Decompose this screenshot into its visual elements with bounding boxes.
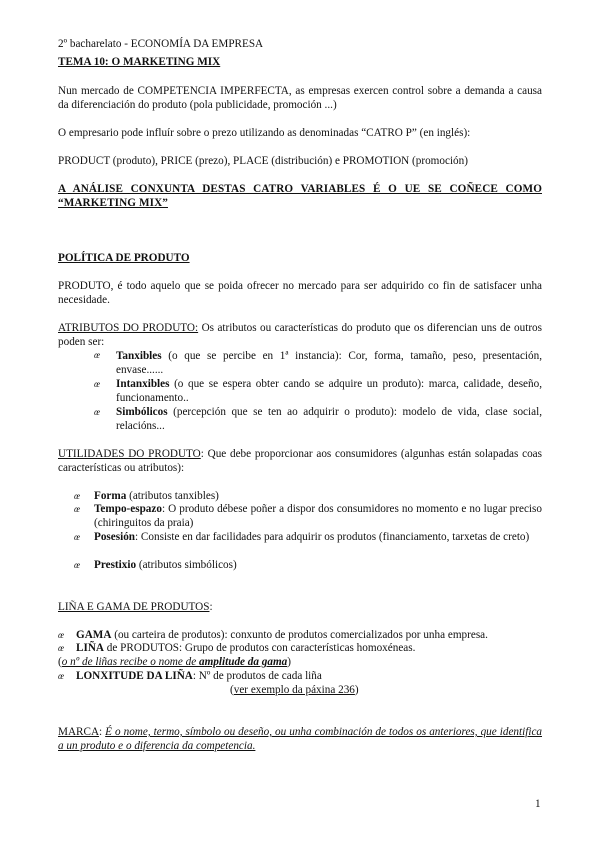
utilidades-paragraph <box>58 448 542 475</box>
marca-colon: : <box>99 726 106 738</box>
example-reference <box>230 684 359 697</box>
note-open-paren: ( <box>58 656 62 668</box>
marca-definition: É o nome, termo, símbolo ou deseño, ou unha combinación de todos os anteriores, que identifica a un produto e o diferencia da competencia. <box>58 726 543 752</box>
linha-item <box>58 642 415 655</box>
atributos-paragraph <box>58 322 542 349</box>
example-link-text: ver exemplo da páxina 236 <box>233 684 355 696</box>
list-item-tanxibles <box>116 350 542 377</box>
heading-colon: : <box>209 601 213 613</box>
atributos-heading: ATRIBUTOS DO PRODUTO: <box>58 322 199 334</box>
linha-gama-heading: LIÑA E GAMA DE PRODUTOS <box>58 601 210 613</box>
bullet-icon: œ <box>94 350 101 360</box>
note-bold: amplitude da gama <box>199 656 288 668</box>
marketing-mix-statement: A ANÁLISE CONXUNTA DESTAS CATRO VARIABLES É O UE SE COÑECE COMO “MARKETING MIX” <box>58 183 542 209</box>
lonxitude-item <box>58 670 322 683</box>
utilidades-text: : Que debe proporcionar aos consumidores (algunhas están solapadas coas características ou atributos): <box>58 448 542 474</box>
item-term: Tanxibles <box>116 350 162 362</box>
page-number: 1 <box>535 798 541 810</box>
list-item-prestixio <box>94 559 542 573</box>
item-term: Intanxibles <box>116 378 170 390</box>
item-desc: : O produto débese poñer a dispor dos consumidores no momento e no lugar preciso (chiringuitos da praia) <box>94 503 542 529</box>
intro-paragraph: Nun mercado de COMPETENCIA IMPERFECTA, as empresas exercen control sobre a demanda a causa da diferenciación do produto (pola publicidade, promoción ...) <box>58 85 542 111</box>
four-p-paragraph: PRODUCT (produto), PRICE (prezo), PLACE (distribución) e PROMOTION (promoción) <box>58 155 468 167</box>
list-item-simbolicos <box>116 406 542 433</box>
page-header: 2º bacharelato - ECONOMÍA DA EMPRESA <box>58 38 264 50</box>
linha-term: LIÑA <box>76 642 104 654</box>
utilidades-heading: UTILIDADES DO PRODUTO <box>58 448 201 460</box>
bullet-icon: œ <box>94 407 101 417</box>
bullet-row <box>74 531 92 543</box>
item-term: Tempo-espazo <box>94 503 162 515</box>
bullet-row <box>94 378 112 390</box>
bullet-row <box>74 559 92 571</box>
list-item-tempo-espazo <box>94 503 542 530</box>
gama-item <box>58 629 488 642</box>
influir-paragraph: O empresario pode influír sobre o prezo utilizando as denominadas “CATRO P” (en inglés): <box>58 127 471 139</box>
bullet-row <box>94 406 112 418</box>
item-term: Simbólicos <box>116 406 168 418</box>
bullet-icon: œ <box>94 379 101 389</box>
amplitude-note <box>58 656 291 669</box>
note-close-paren: ) <box>287 656 292 668</box>
bullet-icon: œ <box>74 532 81 542</box>
bullet-icon: œ <box>74 560 81 570</box>
item-desc: (atributos simbólicos) <box>136 559 237 571</box>
lonxitude-desc: : Nº de produtos de cada liña <box>192 670 322 682</box>
bullet-icon: œ <box>58 671 65 681</box>
list-item-posesion <box>94 531 542 545</box>
item-desc: (o que se percibe en 1ª instancia): Cor, forma, tamaño, peso, presentación, envase...... <box>116 350 542 376</box>
linha-gama-heading-row <box>58 601 213 614</box>
linha-desc: de PRODUTOS: Grupo de produtos con características homoxéneas. <box>103 642 416 654</box>
lonxitude-term: LONXITUDE DA LIÑA <box>76 670 193 682</box>
bullet-icon: œ <box>58 643 65 653</box>
produto-definition: PRODUTO, é todo aquelo que se poida ofrecer no mercado para ser adquirido co fin de satisfacer unha necesidade. <box>58 280 542 306</box>
bullet-icon: œ <box>74 491 81 501</box>
note-text: o nº de liñas recibe o nome de <box>61 656 200 668</box>
bullet-row <box>74 490 92 502</box>
list-item-forma <box>94 490 542 504</box>
gama-desc: (ou carteira de produtos): conxunto de produtos comercializados por unha empresa. <box>111 629 488 641</box>
bullet-icon: œ <box>58 630 65 640</box>
list-item-intanxibles <box>116 378 542 405</box>
section-title-politica: POLÍTICA DE PRODUTO <box>58 252 190 264</box>
item-desc: (atributos tanxibles) <box>126 490 219 502</box>
item-desc: : Consiste en dar facilidades para adquirir os produtos (financiamento, tarxetas de creto) <box>135 531 530 543</box>
example-close-paren: ) <box>354 684 359 696</box>
bullet-icon: œ <box>74 504 81 514</box>
item-term: Prestixio <box>94 559 137 571</box>
marca-paragraph <box>58 726 542 753</box>
marca-heading: MARCA <box>58 726 100 738</box>
document-title: TEMA 10: O MARKETING MIX <box>58 56 221 68</box>
item-desc: (o que se espera obter cando se adquire un produto): marca, calidade, deseño, funcionamento.. <box>116 378 542 404</box>
gama-term: GAMA <box>76 629 112 641</box>
atributos-text: Os atributos ou características do produto que os diferencian uns de outros poden ser: <box>58 322 543 348</box>
item-term: Posesión <box>94 531 136 543</box>
item-term: Forma <box>94 490 127 502</box>
example-open-paren: ( <box>230 684 234 696</box>
item-desc: (percepción que se ten ao adquirir o produto): modelo de vida, clase social, relacións... <box>116 406 542 432</box>
bullet-row <box>74 503 92 515</box>
